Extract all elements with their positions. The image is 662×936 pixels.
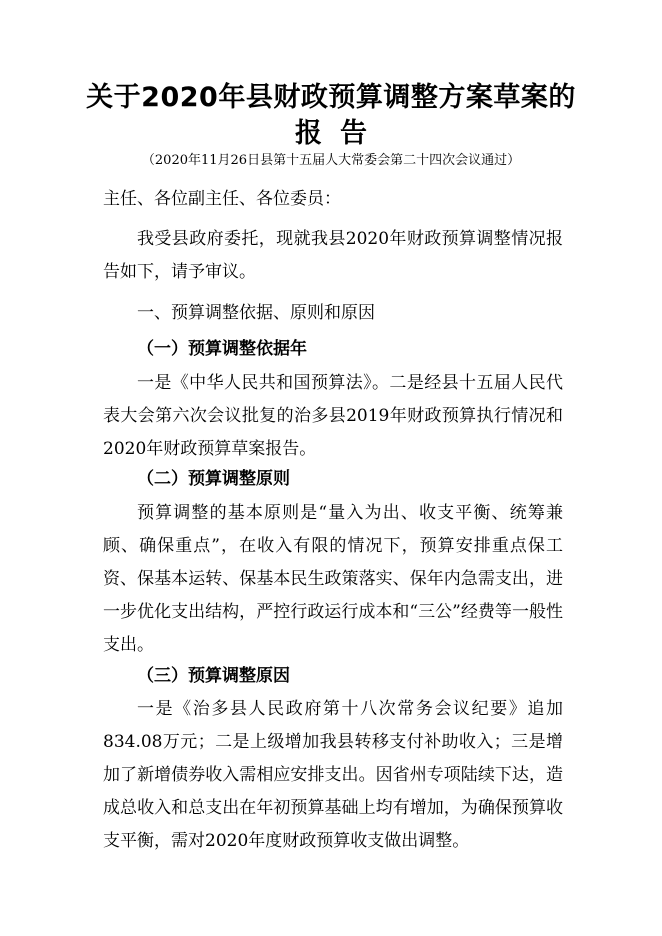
subsection1-heading: （一）预算调整依据年 — [137, 339, 307, 359]
section1-heading: 一、预算调整依据、原则和原因 — [137, 303, 375, 323]
document-title-line2: 报告 — [295, 118, 385, 149]
document-subtitle: （2020年11月26日县第十五届人大常委会第二十四次会议通过） — [141, 153, 521, 168]
subsection2-paragraph: 预算调整的基本原则是“量入为出、收支平衡、统筹兼顾、确保重点”，在收入有限的情况下，预算安排重点保工资、保基本运转、保基本民生政策落实、保年内急需支出，进一步优化支出结构，严控行政运行成本和“三公”经费等一般性支出。 — [103, 503, 563, 655]
subsection2-heading: （二）预算调整原则 — [137, 469, 290, 489]
subsection3-heading: （三）预算调整原因 — [137, 666, 290, 686]
intro-paragraph: 我受县政府委托，现就我县2020年财政预算调整情况报告如下，请予审议。 — [103, 229, 563, 282]
document-title-line1: 关于2020年县财政预算调整方案草案的 — [86, 82, 576, 113]
subsection1-paragraph: 一是《中华人民共和国预算法》。二是经县十五届人民代表大会第六次会议批复的治多县2019年财政预算执行情况和2020年财政预算草案报告。 — [103, 373, 563, 459]
salutation: 主任、各位副主任、各位委员： — [103, 189, 341, 209]
subsection3-paragraph: 一是《治多县人民政府第十八次常务会议纪要》追加834.08万元；二是上级增加我县转移支付补助收入；三是增加了新增债券收入需相应安排支出。因省州专项陆续下达，造成总收入和总支出在年初预算基础上均有增加，为确保预算收支平衡，需对2020年度财政预算收支做出调整。 — [103, 699, 563, 851]
